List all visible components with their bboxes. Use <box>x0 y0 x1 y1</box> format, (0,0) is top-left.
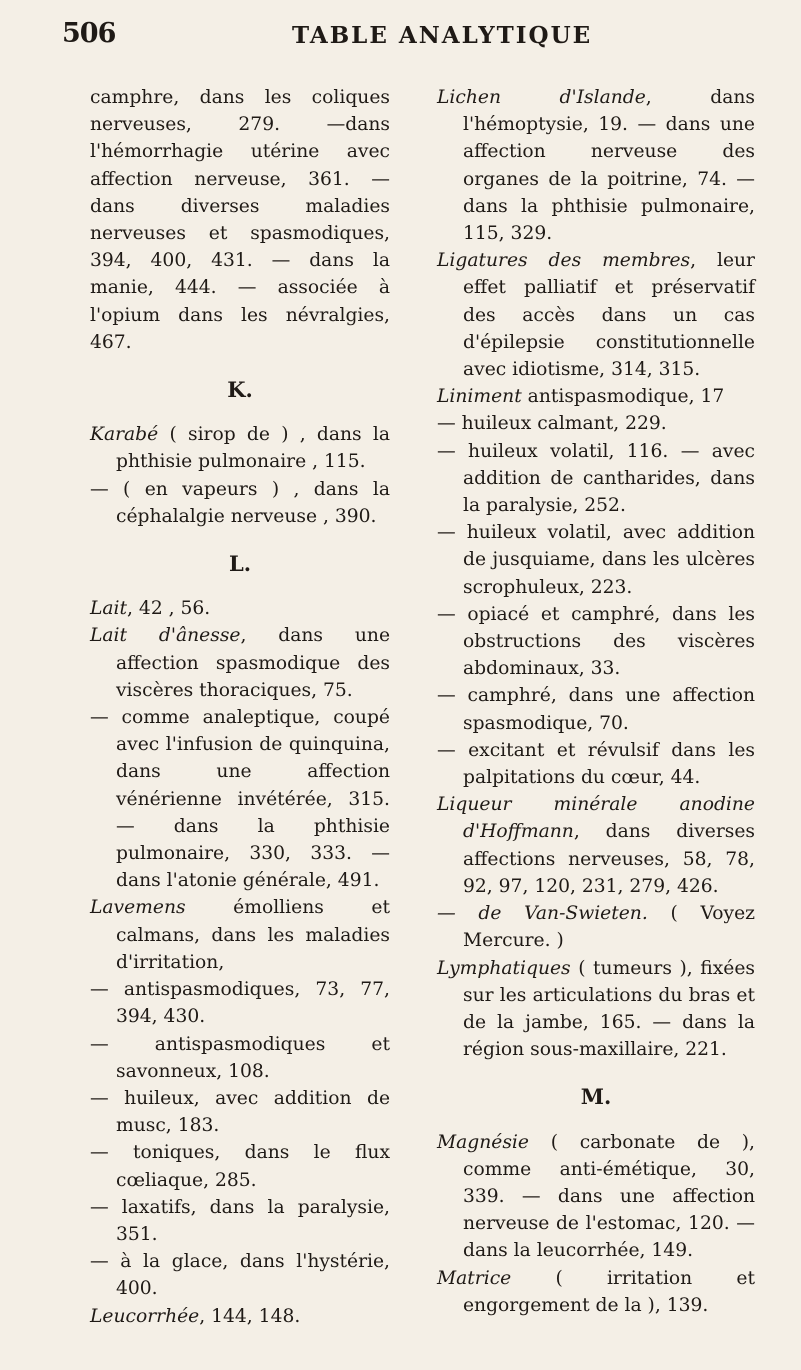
entry-term: — de Van-Swieten. <box>437 903 648 925</box>
index-subentry: — opiacé et camphré, dans les obstructions des viscères abdominaux, 33. <box>437 603 755 680</box>
entry-text: ( Voyez Mercure. ) <box>463 903 755 952</box>
entry-term: Karabé <box>90 424 159 446</box>
index-subentry: — comme analeptique, coupé avec l'infusion de quinquina, dans une affection vénérienne invétérée, 315. — dans la phthisie pulmonaire, 330, 333. — dans l'atonie générale, 491. <box>90 707 390 892</box>
entry-text: , dans diverses affections nerveuses, 58, 78, 92, 97, 120, 231, 279, 426. <box>463 821 755 897</box>
index-entry-lait <box>90 595 390 622</box>
left-column <box>90 84 390 1330</box>
index-subentry: — camphré, dans une affection spasmodique, 70. <box>437 685 755 734</box>
entry-text: émolliens et calmans, dans les maladies d'irritation, <box>116 897 390 973</box>
entry-term: Ligatures des membres <box>437 250 691 272</box>
section-letter-m: M. <box>580 1084 612 1110</box>
running-title: TABLE ANALYTIQUE <box>292 22 593 49</box>
index-entry-liniment <box>437 383 755 410</box>
index-subentry: — laxatifs, dans la paralysie, 351. <box>90 1196 390 1245</box>
index-subentry: — excitant et révulsif dans les palpitations du cœur, 44. <box>437 739 755 789</box>
continued-entry: camphre, dans les coliques nerveuses, 279. —dans l'hémorrhagie utérine avec affection nerveuse, 361. — dans diverses maladies nerveuses et spasmodiques, 394, 400, 431. — dans la manie, 444. — associée à l'opium dans les névralgies, 467. <box>90 87 390 353</box>
index-entry-lymphatiques <box>437 955 755 1064</box>
index-subentry: — ( en vapeurs ) , dans la céphalalgie nerveuse , 390. <box>90 478 390 527</box>
index-subentry: — toniques, dans le flux cœliaque, 285. <box>90 1142 390 1191</box>
index-entry-lavemens <box>90 894 390 976</box>
index-entry-ligatures <box>437 247 755 383</box>
entry-term: Matrice <box>437 1267 512 1289</box>
index-subentry: — huileux, avec addition de musc, 183. <box>90 1087 390 1137</box>
entry-text: , dans l'hémoptysie, 19. — dans une affection nerveuse des organes de la poitrine, 74. — dans la phthisie pulmonaire, 115, 329. <box>463 87 755 245</box>
index-subentry <box>437 900 755 954</box>
index-entry-leucorrhee <box>90 1303 390 1330</box>
entry-term: Leucorrhée <box>90 1305 200 1327</box>
page-header <box>0 18 801 68</box>
entry-term: Magnésie <box>437 1131 529 1153</box>
right-column <box>437 84 755 1319</box>
entry-term: Lait d'ânesse <box>90 625 241 647</box>
index-subentry: — huileux volatil, avec addition de jusquiame, dans les ulcères scrophuleux, 223. <box>437 522 755 598</box>
entry-term: Lait <box>90 598 128 620</box>
index-entry-lichen <box>437 84 755 247</box>
entry-term: Lavemens <box>90 897 186 919</box>
index-subentry: — à la glace, dans l'hystérie, 400. <box>90 1251 390 1300</box>
entry-text: , 144, 148. <box>199 1305 301 1327</box>
index-subentry: — antispasmodiques et savonneux, 108. <box>90 1033 390 1082</box>
section-letter-l: L. <box>228 551 252 577</box>
entry-text: ( tumeurs ), fixées sur les articulations du bras et de la jambe, 165. — dans la région sous-maxillaire, 221. <box>463 957 755 1061</box>
index-subentry: — antispasmodiques, 73, 77, 394, 430. <box>90 979 390 1028</box>
entry-text: ( carbonate de ), comme anti-émétique, 30, 339. — dans une affection nerveuse de l'estomac, 120. — dans la leucorrhée, 149. <box>463 1131 755 1262</box>
section-letter-k: K. <box>227 377 253 403</box>
entry-term: Lichen d'Islande <box>437 87 646 108</box>
entry-text: , dans une affection spasmodique des viscères thoraciques, 75. <box>116 625 390 701</box>
index-entry-matrice <box>437 1265 755 1319</box>
entry-text: ( sirop de ) , dans la phthisie pulmonaire , 115. <box>116 424 390 473</box>
index-entry-liqueur <box>437 791 755 900</box>
entry-term: Liqueur minérale anodine d'Hoffmann <box>437 794 755 843</box>
index-entry-karabe <box>90 421 390 475</box>
index-entry-magnesie <box>437 1129 755 1265</box>
entry-text: , 42 , 56. <box>127 598 211 620</box>
index-subentry: — huileux calmant, 229. <box>437 413 667 435</box>
index-entry-lait-anesse <box>90 622 390 704</box>
entry-text: , leur effet palliatif et préservatif des accès dans un cas d'épilepsie constitutionnelle avec idiotisme, 314, 315. <box>463 250 755 381</box>
entry-term: Lymphatiques <box>437 957 571 979</box>
entry-text: antispasmodique, 17 <box>521 386 725 408</box>
entry-text: ( irritation et engorgement de la ), 139. <box>463 1267 755 1316</box>
entry-term: Liniment <box>437 386 522 408</box>
index-subentry: — huileux volatil, 116. — avec addition de cantharides, dans la paralysie, 252. <box>437 440 755 517</box>
page-number: 506 <box>62 18 116 49</box>
